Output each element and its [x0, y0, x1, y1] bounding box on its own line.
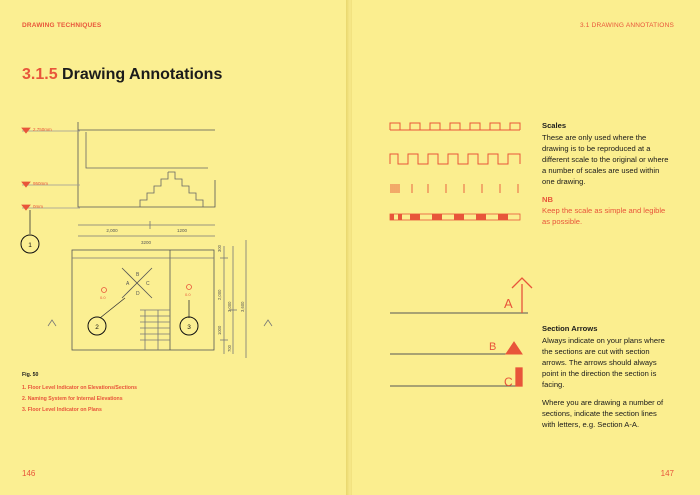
level-mid: 950mm	[33, 181, 49, 186]
room-mark-b: B	[136, 272, 140, 278]
dim-2000-v: 2,000	[217, 289, 222, 300]
dim-3200: 3200	[140, 240, 152, 245]
plan-level-icon-2	[187, 285, 192, 290]
callout-2-label: 2	[95, 324, 99, 331]
callout-1-label: 1	[28, 242, 32, 249]
figure-label: Fig. 50	[22, 372, 39, 378]
dim-700-v: 700	[227, 345, 232, 352]
scales-body: These are only used where the drawing is to be reproduced at a different scale to the original or where a number of scales are used within one drawing.	[542, 133, 669, 186]
annotation-drawing	[0, 0, 348, 360]
title-number: 3.1.5	[22, 66, 58, 83]
section-arrows-section	[542, 323, 672, 437]
running-head-left: DRAWING TECHNIQUES	[22, 22, 102, 29]
level-floor: 0mm	[33, 204, 43, 209]
figure-items	[22, 385, 137, 413]
room-mark-c: C	[146, 281, 150, 287]
section-letter-a: A	[504, 296, 513, 311]
section-arrows-drawing	[388, 272, 568, 402]
plan-level-2: 0.0	[185, 292, 191, 297]
room-mark-d: D	[136, 291, 140, 297]
figure-item-3: 3. Floor Level Indicator on Plans	[22, 407, 102, 413]
left-page	[0, 0, 348, 495]
running-head-right: 3.1 DRAWING ANNOTATIONS	[579, 22, 674, 29]
page-number-right: 147	[660, 469, 674, 478]
nb-label: NB	[542, 195, 553, 204]
title-text: Drawing Annotations	[62, 66, 223, 83]
dim-1200: 1200	[176, 228, 188, 233]
dim-3000-v: 3,000	[227, 301, 232, 312]
right-page	[352, 0, 700, 495]
level-top: 2.750mm	[33, 127, 52, 132]
scales-nb	[542, 194, 672, 227]
scales-section	[542, 120, 672, 227]
scale-bars-drawing	[388, 118, 568, 228]
section-letter-b: B	[489, 341, 497, 353]
plan-level-1: 0.0	[100, 295, 106, 300]
section-arrows-body-1: Always indicate on your plans where the sections are cut with section arrows. The arrows should always point in the direction the section is facing.	[542, 336, 665, 389]
figure-item-2: 2. Naming System for Internal Elevations	[22, 396, 123, 402]
dim-300: 300	[217, 245, 222, 252]
dim-2000: 2,000	[106, 228, 118, 233]
room-mark-a: A	[126, 281, 130, 287]
dim-3600-v: 3,600	[240, 301, 245, 312]
scales-heading: Scales	[542, 121, 567, 130]
section-letter-c: C	[504, 375, 513, 389]
plan-level-icon-1	[102, 288, 107, 293]
nb-text: Keep the scale as simple and legible as possible.	[542, 206, 666, 226]
dim-1000-v: 1000	[217, 325, 222, 335]
page-number-left: 146	[22, 469, 36, 478]
callout-3-label: 3	[187, 324, 191, 331]
figure-item-1: 1. Floor Level Indicator on Elevations/Sections	[22, 385, 138, 391]
section-arrows-heading: Section Arrows	[542, 324, 598, 333]
section-arrows-body-2: Where you are drawing a number of sections, indicate the section lines with letters, e.g. Section A-A.	[542, 398, 664, 429]
figure-caption	[22, 372, 137, 418]
